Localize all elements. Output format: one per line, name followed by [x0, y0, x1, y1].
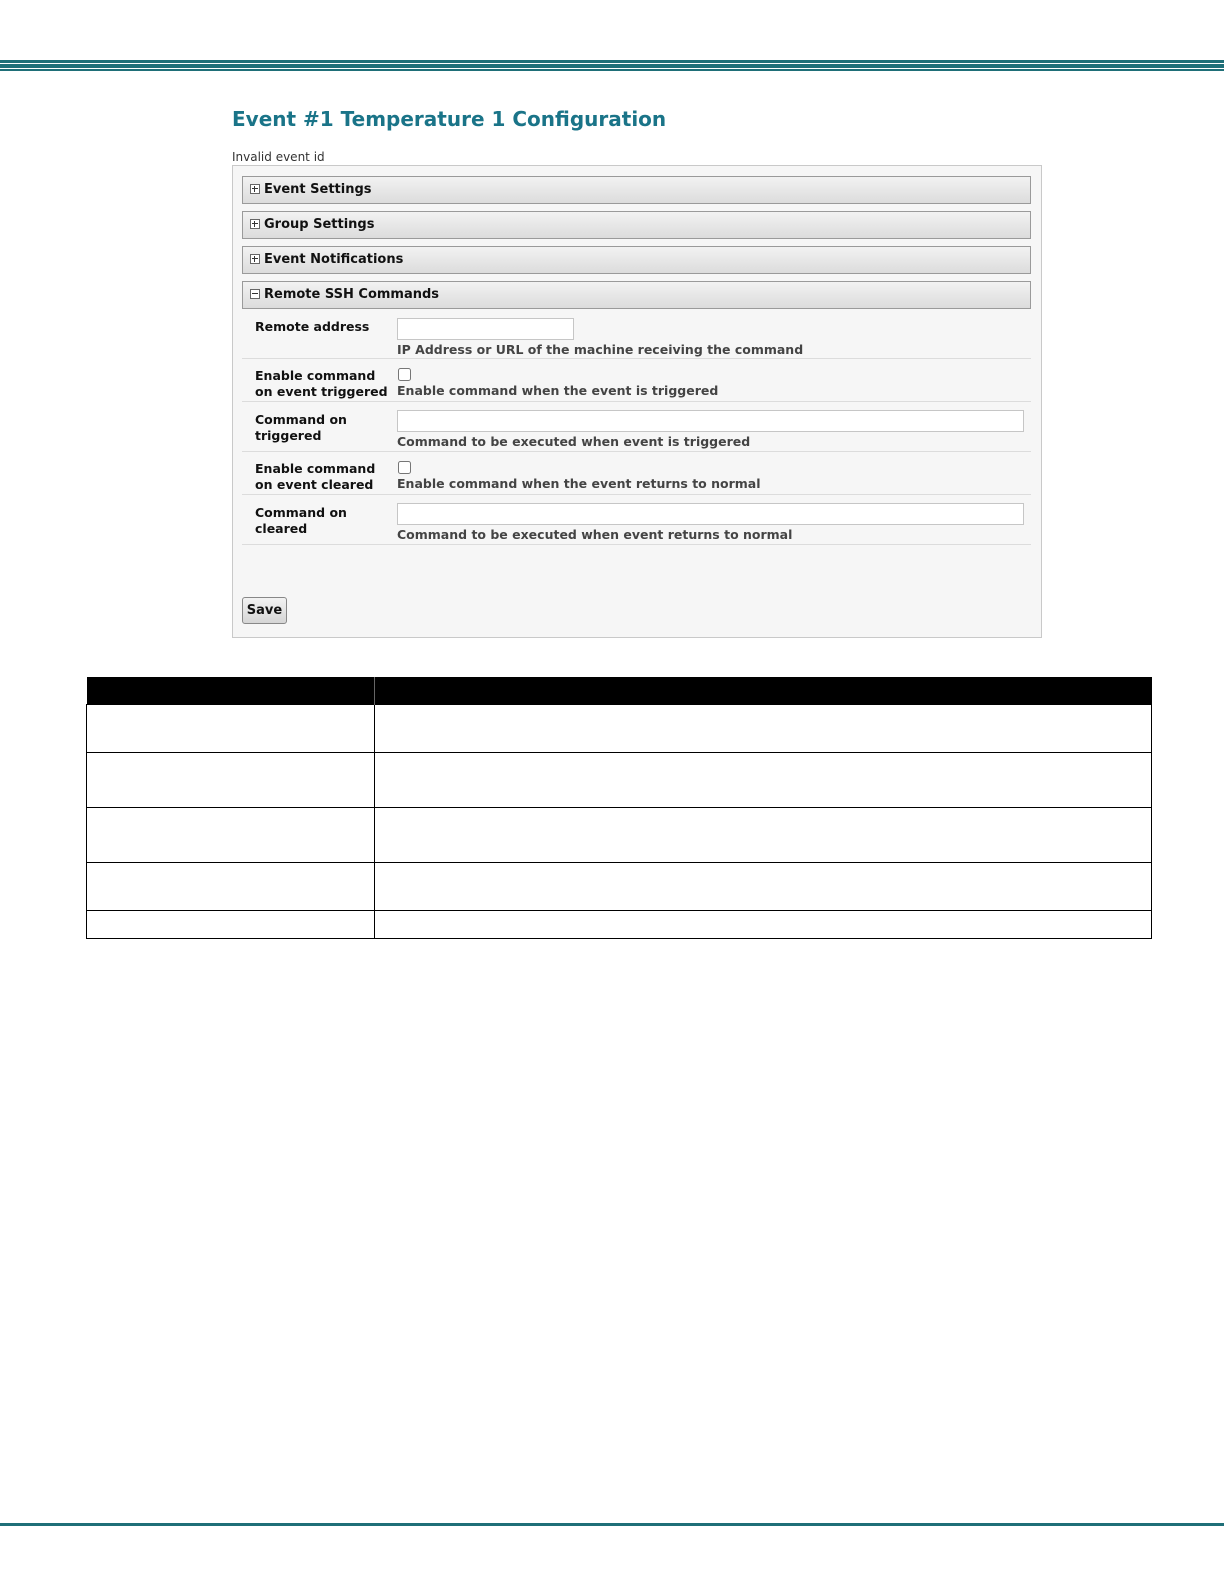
table-cell [87, 705, 375, 753]
section-label: Event Settings [264, 182, 372, 197]
field-label: Command on triggered [255, 412, 347, 443]
section-remote-ssh-commands[interactable] [242, 281, 1031, 309]
remote-address-input[interactable] [397, 318, 574, 340]
table-cell [374, 753, 1152, 808]
error-message: Invalid event id [232, 150, 325, 164]
row-remote-address [242, 313, 1031, 359]
save-button[interactable]: Save [242, 597, 287, 624]
table-cell [374, 705, 1152, 753]
section-label: Group Settings [264, 217, 375, 232]
table-header-cell [374, 677, 1152, 705]
field-help: Enable command when the event returns to normal [397, 476, 761, 491]
table-row [87, 705, 1152, 753]
command-on-triggered-input[interactable] [397, 410, 1024, 432]
table-cell [87, 753, 375, 808]
collapse-icon [250, 289, 260, 299]
table-row [87, 808, 1152, 863]
section-group-settings[interactable] [242, 211, 1031, 239]
table-cell [374, 808, 1152, 863]
section-event-notifications[interactable] [242, 246, 1031, 274]
row-command-on-triggered [242, 402, 1031, 452]
table-cell [87, 863, 375, 911]
table-cell [87, 808, 375, 863]
field-label: Enable command on event cleared [255, 461, 376, 492]
row-command-on-cleared [242, 495, 1031, 545]
expand-icon [250, 219, 260, 229]
section-label: Remote SSH Commands [264, 287, 440, 302]
command-on-cleared-input[interactable] [397, 503, 1024, 525]
row-enable-on-triggered [242, 359, 1031, 402]
header-rule [0, 60, 1224, 72]
row-enable-on-cleared [242, 452, 1031, 495]
table-row [87, 863, 1152, 911]
field-help: Enable command when the event is triggered [397, 383, 719, 398]
table-cell [87, 911, 375, 939]
expand-icon [250, 254, 260, 264]
description-table [86, 677, 1152, 939]
field-help: Command to be executed when event returns to normal [397, 527, 793, 542]
field-label: Enable command on event triggered [255, 368, 388, 399]
table-cell [374, 863, 1152, 911]
section-label: Event Notifications [264, 252, 404, 267]
field-help: IP Address or URL of the machine receiving the command [397, 342, 804, 357]
table-header-row [87, 677, 1152, 705]
table-header-cell [87, 677, 375, 705]
expand-icon [250, 184, 260, 194]
page-title: Event #1 Temperature 1 Configuration [232, 107, 667, 131]
field-label: Command on cleared [255, 505, 347, 536]
table-cell [374, 911, 1152, 939]
config-panel [232, 165, 1042, 638]
section-event-settings[interactable] [242, 176, 1031, 204]
table-row [87, 911, 1152, 939]
field-label: Remote address [255, 319, 370, 334]
footer-rule [0, 1523, 1224, 1526]
enable-on-triggered-checkbox[interactable] [398, 368, 411, 381]
enable-on-cleared-checkbox[interactable] [398, 461, 411, 474]
field-help: Command to be executed when event is triggered [397, 434, 751, 449]
table-row [87, 753, 1152, 808]
